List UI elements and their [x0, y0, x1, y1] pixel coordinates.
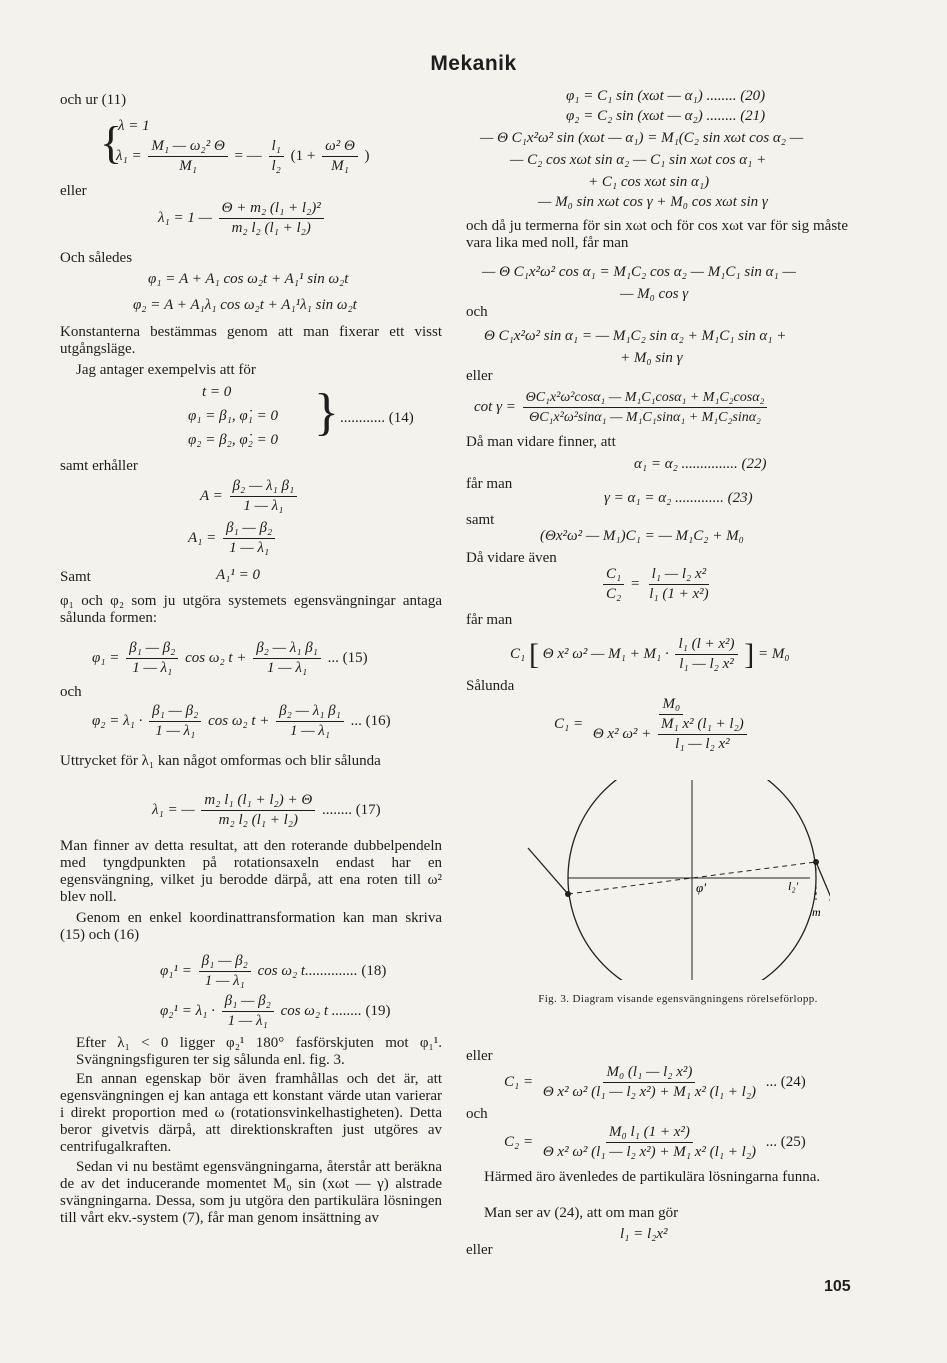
- eq-A: A = $\frac{\text{β₂ — λ₁ β₁}}{\text{1 — λ₁}}$: [200, 478, 300, 515]
- eq19: φ₂¹ = λ₁ · $\frac{\text{β₁ — β₂}}{\text{1 — λ₁}}$ cos ω₂ t ........ (19): [160, 993, 391, 1029]
- text-eller-3: eller: [466, 1048, 493, 1064]
- fig-right-mass: [813, 859, 819, 865]
- text-jag-antager: Jag antager exempelvis att för: [76, 362, 256, 378]
- eq22: α₁ = α₂ ............... (22): [634, 456, 767, 472]
- eq-big-4: — M₀ sin xωt cos γ + M₀ cos xωt sin γ: [538, 194, 768, 210]
- eq20: φ₁ = C₁ sin (xωt — α₁) ........ (20): [566, 88, 766, 104]
- text-efter: Efter λ₁ < 0 ligger φ₂¹ 180° fasförskjuten mot φ₁¹. Svängningsfiguren ter sig sålunda enl. fig. 3.: [76, 1035, 442, 1068]
- eq-big-2: — C₂ cos xωt sin α₂ — C₁ sin xωt cos α₁ +: [510, 152, 767, 168]
- cond-t0: t = 0: [202, 384, 232, 400]
- eq-big-3: + C₁ cos xωt sin α₁): [588, 174, 710, 190]
- text-och-ur: och ur (11): [60, 92, 127, 108]
- text-sedan: Sedan vi nu bestämt egensvängningarna, återstår att beräkna de av det inducerande momentet M₀ sin (xωt — γ) alstrade svängningarna. Dessa, som ju utgöra den partikulära lösningen till vårt ekv.-system (7), får man genom insättning av: [60, 1159, 442, 1226]
- eq-big-1: — Θ C₁x²ω² sin (xωt — α₁) = M₁(C₂ sin xωt cos α₂ —: [480, 130, 804, 146]
- text-uttrycket: Uttrycket för λ₁ kan något omformas och blir sålunda: [60, 753, 381, 769]
- eq-r2: — M₀ cos γ: [620, 286, 689, 302]
- cond-phi1: φ₁ = β₁, φ̇₁ = 0: [188, 408, 278, 424]
- eq16: φ₂ = λ₁ · $\frac{\text{β₁ — β₂}}{\text{1 — λ₁}}$ cos ω₂ t + $\frac{\text{β₂ — λ₁ β₁}}{\text{1 — λ₁}}$ ... (16): [92, 703, 391, 739]
- page-number: 105: [824, 1278, 851, 1295]
- text-phi-forms: φ₁ och φ₂ som ju utgöra systemets egensvängningar antaga sålunda formen:: [60, 593, 442, 626]
- eq-cot: cot γ = $\frac{\text{ΘC₁x²ω²cosα₁ — M₁C₁cosα₁ + M₁C₂cosα₂}}{\text{ΘC₁x²ω²sinα₁ — M₁C₁sinα₁ + M₁C₂sinα₂}}$: [474, 389, 770, 426]
- text-och-1: och: [60, 684, 82, 700]
- eq-lambda-one: λ = 1: [118, 118, 150, 134]
- fig-right-pendulum: [816, 862, 830, 900]
- text-far-man-2: får man: [466, 612, 513, 628]
- text-man-ser: Man ser av (24), att om man gör: [484, 1205, 679, 1221]
- fig-end-mass: [830, 898, 831, 903]
- eq-c-ratio: $\frac{\text{C₁}}{\text{C₂}}$ = $\frac{\text{l₁ — l₂ x²}}{\text{l₁ (1 + x²)}}$: [600, 566, 715, 603]
- eq15: φ₁ = $\frac{\text{β₁ — β₂}}{\text{1 — λ₁}}$ cos ω₂ t + $\frac{\text{β₂ — λ₁ β₁}}{\text{1 — λ₁}}$ ... (15): [92, 640, 368, 676]
- figure-caption: Fig. 3. Diagram visande egensvängningens rörelseförlopp.: [538, 993, 818, 1005]
- eq18: φ₁¹ = $\frac{\text{β₁ — β₂}}{\text{1 — λ₁}}$ cos ω₂ t.............. (18): [160, 953, 387, 989]
- text-samt-erhaller: samt erhåller: [60, 458, 138, 474]
- text-och-2: och: [466, 304, 488, 320]
- eq-r1: — Θ C₁x²ω² cos α₁ = M₁C₂ cos α₂ — M₁C₁ sin α₁ —: [482, 264, 796, 280]
- eq14-tag: ............ (14): [340, 410, 414, 426]
- brace-right: }: [314, 384, 339, 441]
- eq-phi2: φ₂ = A + A₁λ₁ cos ω₂t + A₁¹λ₁ sin ω₂t: [133, 297, 357, 313]
- text-och-saledes: Och således: [60, 250, 133, 266]
- eq-r4: + M₀ sin γ: [620, 350, 683, 366]
- eq24: C₁ = $\frac{\text{M₀ (l₁ — l₂ x²)}}{\text{Θ x² ω² (l₁ — l₂ x²) + M₁ x² (l₁ + l₂)}}$ ... (24): [504, 1064, 806, 1100]
- page-header: Mekanik: [430, 52, 517, 75]
- text-far-man-1: får man: [466, 476, 513, 492]
- eq-bracket: C₁ [ Θ x² ω² — M₁ + M₁ · $\frac{\text{l₁ (l + x²)}}{\text{l₁ — l₂ x²}}$ ] = M₀: [510, 636, 790, 672]
- eq-lambda1: λ₁ = $\frac{\text{M₁ — ω₂² Θ}}{\text{M₁}}$ = — $\frac{\text{l₁}}{\text{l₂}}$ (1 + $\frac{\text{ω² Θ}}{\text{M₁}}$ ): [116, 138, 370, 174]
- text-och-3: och: [466, 1106, 488, 1122]
- text-harmed: Härmed äro ävenledes de partikulära lösningarna funna.: [484, 1169, 821, 1185]
- text-da-man: Då man vidare finner, att: [466, 434, 616, 450]
- cond-phi2: φ₂ = β₂, φ̇₂ = 0: [188, 432, 278, 448]
- eq-l1-l2: l₁ = l₂x²: [620, 1226, 668, 1242]
- text-eller-4: eller: [466, 1242, 493, 1258]
- eq23: γ = α₁ = α₂ ............. (23): [604, 490, 753, 506]
- fig-left-pendulum: [528, 848, 568, 894]
- figure-3-diagram: [520, 780, 830, 980]
- eq-phi1: φ₁ = A + A₁ cos ω₂t + A₁¹ sin ω₂t: [148, 271, 349, 287]
- text-eller-2: eller: [466, 368, 493, 384]
- text-samt: Samt: [60, 569, 91, 585]
- text-genom: Genom en enkel koordinattransformation kan man skriva (15) och (16): [60, 910, 442, 943]
- text-salunda: Sålunda: [466, 678, 515, 694]
- eq-c1: C₁ = M₀ Θ x² ω² + $\frac{\text{M₁ x² (l₁ + l₂)}}{\text{l₁ — l₂ x²}}$: [554, 696, 756, 753]
- fig-label-m: m: [812, 905, 821, 919]
- eq-r3: Θ C₁x²ω² sin α₁ = — M₁C₂ sin α₂ + M₁C₁ sin α₁ +: [484, 328, 787, 344]
- brace-left: {: [100, 117, 123, 168]
- eq-A11: A₁¹ = 0: [216, 567, 260, 583]
- eq25: C₂ = $\frac{\text{M₀ l₁ (1 + x²)}}{\text{Θ x² ω² (l₁ — l₂ x²) + M₁ x² (l₁ + l₂)}}$ ... (25): [504, 1124, 806, 1160]
- text-konstanterna: Konstanterna bestämmas genom att man fixerar ett visst utgångsläge.: [60, 324, 442, 357]
- text-en-annan: En annan egenskap bör även framhållas och det är, att egensvängningen ej kan antaga ett konstant värde utan varierar i direkt proportion med ω (rotationsvinkelhastigheten). Detta beror givetvis därpå, att direktionskraften just utgöres av centrifugalkraften.: [60, 1071, 442, 1155]
- fig-label-l2: l₂': [788, 879, 799, 893]
- text-da-aven: Då vidare även: [466, 550, 557, 566]
- eq-lambda1-alt: λ₁ = 1 — $\frac{\text{Θ + m₂ (l₁ + l₂)²}}{\text{m₂ l₂ (l₁ + l₂)}}$: [158, 200, 327, 237]
- text-och-da: och då ju termerna för sin xωt och för cos xωt var för sig måste vara lika med noll, får man: [466, 218, 848, 251]
- eq-s: (Θx²ω² — M₁)C₁ = — M₁C₂ + M₀: [540, 528, 744, 544]
- fig-label-phi: φ': [696, 880, 706, 895]
- fig-left-mass: [565, 891, 571, 897]
- text-samt-2: samt: [466, 512, 495, 528]
- eq-A1: A₁ = $\frac{\text{β₁ — β₂}}{\text{1 — λ₁}}$: [188, 520, 278, 557]
- eq17: λ₁ = — $\frac{\text{m₂ l₁ (l₁ + l₂) + Θ}}{\text{m₂ l₂ (l₁ + l₂)}}$ ........ (17): [152, 792, 381, 828]
- eq21: φ₂ = C₂ sin (xωt — α₂) ........ (21): [566, 108, 766, 124]
- text-man-finner: Man finner av detta resultat, att den roterande dubbelpendeln med tyngdpunkten på rotationsaxeln endast har en egensvängning, vilket ju berodde därpå, att ena roten till ω² blev noll.: [60, 838, 442, 905]
- text-eller-1: eller: [60, 183, 87, 199]
